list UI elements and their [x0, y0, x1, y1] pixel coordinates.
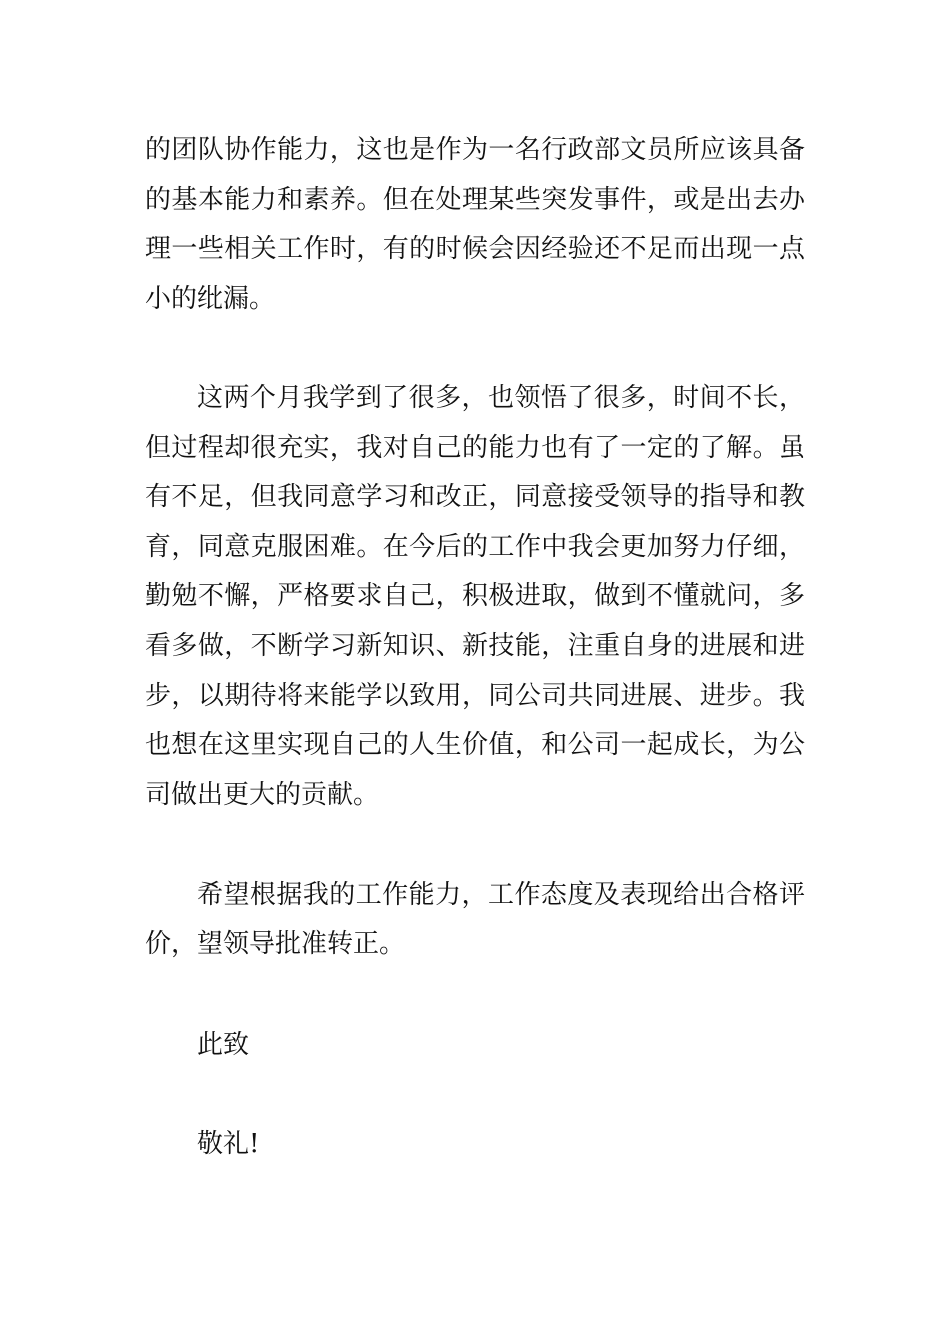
paragraph-2-line-6: 看多做，不断学习新知识、新技能，注重自身的进展和进	[145, 631, 805, 661]
paragraph-2-line-4: 育，同意克服困难。在今后的工作中我会更加努力仔细，	[145, 532, 805, 562]
paragraph-1-line-4: 小的纰漏。	[145, 284, 276, 314]
paragraph-2-line-5: 勤勉不懈，严格要求自己，积极进取，做到不懂就问，多	[145, 581, 805, 611]
paragraph-1-line-1: 的团队协作能力，这也是作为一名行政部文员所应该具备	[145, 135, 805, 165]
closing-text: 此致	[197, 1030, 250, 1060]
paragraph-2-line-9: 司做出更大的贡献。	[145, 780, 380, 810]
paragraph-2-line-3: 有不足，但我同意学习和改正，同意接受领导的指导和教	[145, 482, 805, 512]
paragraph-1-line-2: 的基本能力和素养。但在处理某些突发事件，或是出去办	[145, 185, 805, 215]
paragraph-2-line-7: 步，以期待将来能学以致用，同公司共同进展、进步。我	[145, 681, 805, 711]
paragraph-2-line-8: 也想在这里实现自己的人生价值，和公司一起成长，为公	[145, 730, 805, 760]
paragraph-2-line-1: 这两个月我学到了很多，也领悟了很多，时间不长，	[197, 383, 805, 413]
paragraph-1-line-3: 理一些相关工作时，有的时候会因经验还不足而出现一点	[145, 234, 805, 264]
paragraph-3-line-1: 希望根据我的工作能力，工作态度及表现给出合格评	[197, 880, 805, 910]
paragraph-3-line-2: 价，望领导批准转正。	[145, 929, 406, 959]
salutation-text: 敬礼!	[197, 1129, 260, 1159]
paragraph-2-line-2: 但过程却很充实，我对自己的能力也有了一定的了解。虽	[145, 433, 805, 463]
